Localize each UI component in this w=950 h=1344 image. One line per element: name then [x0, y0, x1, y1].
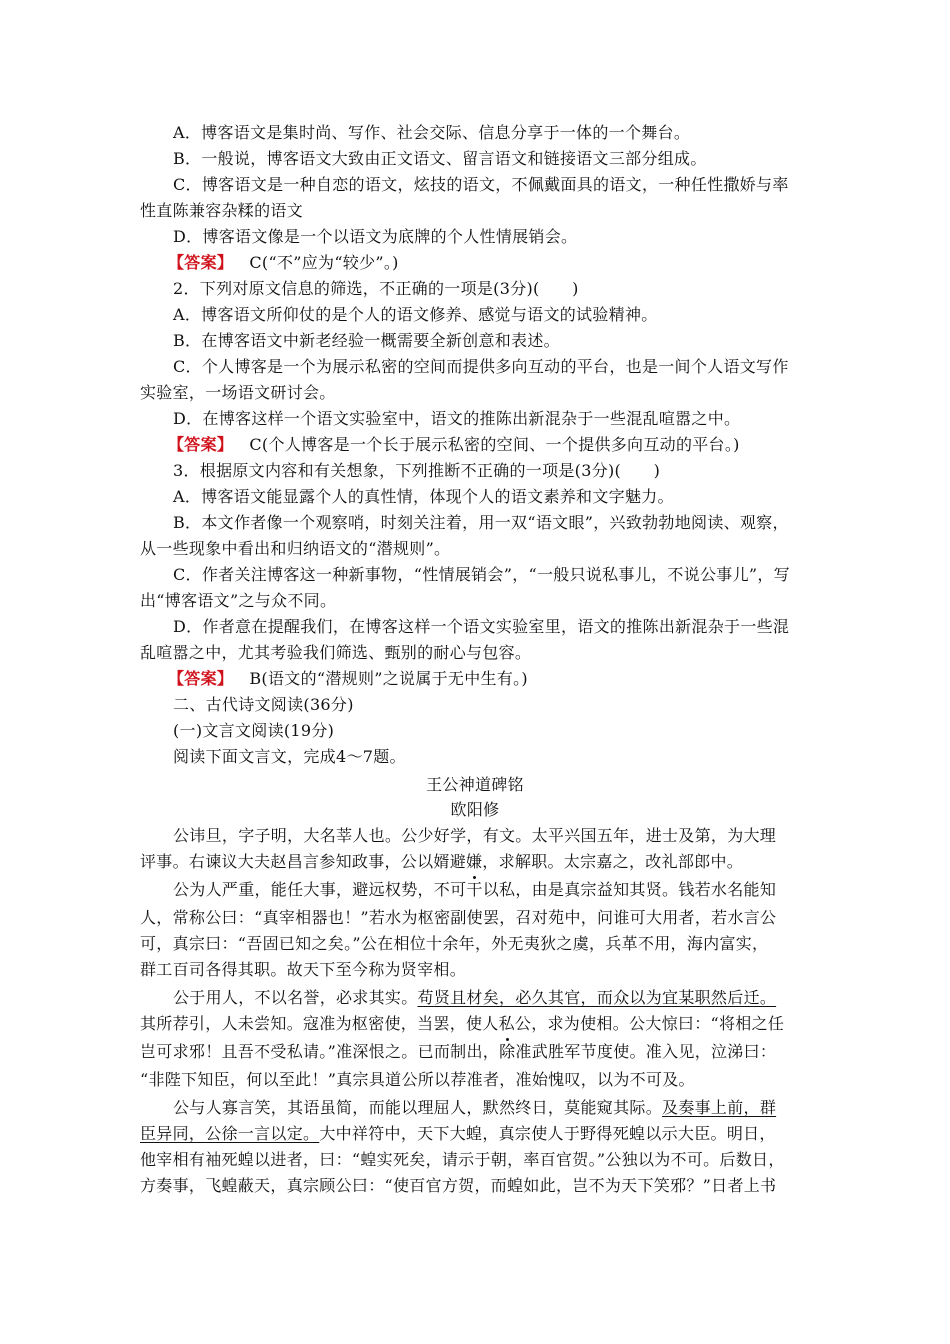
paragraph-2-line2: 人，常称公曰：“真宰相器也！”若水为枢密副使罢，召对苑中，问谁可大用者，若水言公 — [140, 908, 777, 927]
answer-text: C(“不”应为“较少”。) — [249, 253, 399, 272]
q1-option-c-line2: 性直陈兼容杂糅的语文 — [140, 201, 304, 220]
reading-instruction: 阅读下面文言文，完成4～7题。 — [173, 747, 406, 766]
text-segment: 公与人寡言笑，其语虽简，而能以理屈人，默然终日，莫能窥其际。 — [173, 1098, 663, 1117]
q3-answer — [168, 666, 528, 692]
q2-stem: 2．下列对原文信息的筛选，不正确的一项是(3分)( ) — [173, 279, 579, 298]
q2-option-a: A．博客语文所仰仗的是个人的语文修养、感觉与语文的试验精神。 — [173, 305, 658, 324]
paragraph-4-line3: 他宰相有袖死蝗以进者，曰：“蝗实死矣，请示于朝，率百官贺。”公独以为不可。后数日， — [140, 1150, 785, 1169]
dotted-character: 除 — [499, 1042, 516, 1061]
q1-option-c-line1: C．博客语文是一种自恋的语文，炫技的语文，不佩戴面具的语文，一种任性撒娇与率 — [173, 175, 789, 194]
dotted-character: 干 — [466, 880, 483, 899]
q3-option-c-line2: 出“博客语文”之与众不同。 — [140, 591, 337, 610]
q1-option-d: D．博客语文像是一个以语文为底牌的个人性情展销会。 — [173, 227, 578, 246]
paragraph-4-line1 — [173, 1095, 776, 1121]
q1-option-a: A．博客语文是集时尚、写作、社会交际、信息分享于一体的一个舞台。 — [173, 123, 691, 142]
text-segment: 岂可求邪！且吾不受私请。”准深恨之。已而制出， — [140, 1042, 500, 1061]
underlined-sentence: 苟贤且材矣，必久其官，而众以为宜某职然后迁。 — [417, 988, 777, 1007]
paragraph-3-line2: 其所荐引，人未尝知。寇准为枢密使，当罢，使人私公，求为使相。公大惊曰：“将相之任 — [140, 1014, 785, 1033]
paragraph-1-line1: 公讳旦，字子明，大名莘人也。公少好学，有文。太平兴国五年，进士及第，为大理 — [173, 826, 777, 845]
q2-answer — [168, 432, 740, 458]
paragraph-2-line3: 可，真宗曰：“吾固已知之矣。”公在相位十余年，外无夷狄之虞，兵革不用，海内富实， — [140, 934, 769, 953]
q3-option-d-line1: D．作者意在提醒我们，在博客这样一个语文实验室里，语文的推陈出新混杂于一些混 — [173, 617, 790, 636]
paragraph-4-line2 — [140, 1121, 776, 1147]
q1-option-b: B．一般说，博客语文大致由正文语文、留言语文和链接语文三部分组成。 — [173, 149, 707, 168]
article-title: 王公神道碑铭 — [426, 775, 524, 794]
paragraph-3-line4: “非陛下知臣，何以至此！”真宗具道公所以荐准者，准始愧叹，以为不可及。 — [140, 1070, 695, 1089]
text-segment: 准武胜军节度使。准入见，泣涕曰： — [515, 1042, 777, 1061]
paragraph-4-line4: 方奏事，飞蝗蔽天，真宗顾公曰：“使百官方贺，而蝗如此，岂不为天下笑邪？”日者上书 — [140, 1176, 777, 1195]
paragraph-2-line4: 群工百司各得其职。故天下至今称为贤宰相。 — [140, 960, 467, 979]
answer-label: 【答案】 — [168, 669, 234, 688]
q3-option-d-line2: 乱喧嚣之中，尤其考验我们筛选、甄别的耐心与包容。 — [140, 643, 532, 662]
paragraph-2-line1 — [173, 877, 776, 903]
q3-option-c-line1: C．作者关注博客这一种新事物，“性情展销会”，“一般只说私事儿，不说公事儿”，写 — [173, 565, 790, 584]
answer-label: 【答案】 — [168, 253, 234, 272]
q3-stem: 3．根据原文内容和有关想象，下列推断不正确的一项是(3分)( ) — [173, 461, 661, 480]
subsection-title: (一)文言文阅读(19分) — [173, 721, 335, 740]
section-title: 二、古代诗文阅读(36分) — [173, 695, 354, 714]
q2-option-d: D．在博客这样一个语文实验室中，语文的推陈出新混杂于一些混乱喧嚣之中。 — [173, 409, 741, 428]
answer-text: B(语文的“潜规则”之说属于无中生有。) — [249, 669, 528, 688]
text-segment: 公为人严重，能任大事，避远权势，不可 — [173, 880, 467, 899]
paragraph-3-line1 — [173, 985, 776, 1011]
q2-option-b: B．在博客语文中新老经验一概需要全新创意和表述。 — [173, 331, 560, 350]
q3-option-a: A．博客语文能显露个人的真性情，体现个人的语文素养和文字魅力。 — [173, 487, 674, 506]
text-segment: 大中祥符中，天下大蝗，真宗使人于野得死蝗以示大臣。明日， — [319, 1124, 776, 1143]
underlined-sentence: 臣异同，公徐一言以定。 — [140, 1124, 320, 1143]
answer-label: 【答案】 — [168, 435, 234, 454]
text-segment: 以私，由是真宗益知其贤。钱若水名能知 — [482, 880, 777, 899]
paragraph-1-line2: 评事。右谏议大夫赵昌言参知政事，公以婿避嫌，求解职。太宗嘉之，改礼部郎中。 — [140, 852, 744, 871]
underlined-sentence: 及奏事上前，群 — [662, 1098, 777, 1117]
q3-option-b-line2: 从一些现象中看出和归纳语文的“潜规则”。 — [140, 539, 451, 558]
q2-option-c-line2: 实验室，一场语文研讨会。 — [140, 383, 336, 402]
text-segment: 公于用人，不以名誉，必求其实。 — [173, 988, 418, 1007]
article-author: 欧阳修 — [450, 800, 500, 819]
q2-option-c-line1: C．个人博客是一个为展示私密的空间而提供多向互动的平台，也是一间个人语文写作 — [173, 357, 789, 376]
answer-text: C(个人博客是一个长于展示私密的空间、一个提供多向互动的平台。) — [249, 435, 740, 454]
q3-option-b-line1: B．本文作者像一个观察哨，时刻关注着，用一双“语文眼”，兴致勃勃地阅读、观察， — [173, 513, 789, 532]
paragraph-3-line3 — [140, 1039, 776, 1065]
q1-answer — [168, 250, 399, 276]
